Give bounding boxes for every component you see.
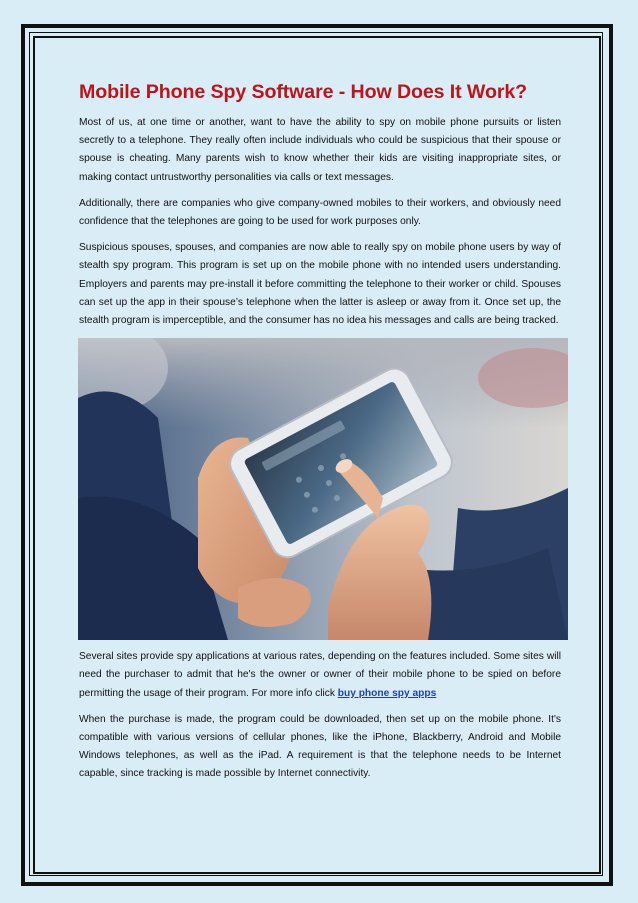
paragraph-5: When the purchase is made, the program could be downloaded, then set up on the mobile phone. It's compatible with various versions of cellular phones, like the iPhone, Blackberry, Android and Mobile Windows telephones, as well as the iPad. A requirement is that the telephone needs to be Internet capable, since tracking is made possible by Internet connectivity. — [79, 713, 561, 780]
phone-in-hands-photo — [78, 338, 568, 640]
article — [79, 78, 561, 792]
paragraph-1: Most of us, at one time or another, want to have the ability to spy on mobile phone pursuits or listen secretly to a telephone. They really often include individuals who could be suspicious that their spouse or spouse is cheating. Many parents wish to know whether their kids are visiting inappropriate sites, or making contact untrustworthy personalities via calls or text messages. — [79, 117, 561, 183]
article-title: Mobile Phone Spy Software - How Does It Work? — [79, 81, 528, 103]
paragraph-4-text: Several sites provide spy applications at various rates, depending on the features included. Some sites will need the purchaser to admit that he's the owner or owner of their mobile phone to be spied on before permitting the usage of their program. For more info click — [79, 651, 561, 699]
paragraph-3: Suspicious spouses, spouses, and companies are now able to really spy on mobile phone users by way of stealth spy program. This program is set up on the mobile phone with no intended users understanding. Employers and parents may pre-install it before committing the telephone to their worker or child. Spouses can set up the app in their spouse’s telephone when the latter is asleep or away from it. Once set up, the stealth program is imperceptible, and the consumer has no idea his messages and calls are being tracked. — [79, 242, 561, 327]
paragraph-2: Additionally, there are companies who give company-owned mobiles to their workers, and obviously need confidence that the telephones are going to be used for work purposes only. — [79, 197, 561, 228]
buy-phone-spy-apps-link[interactable]: buy phone spy apps — [337, 687, 437, 699]
paragraph-4 — [79, 648, 561, 703]
